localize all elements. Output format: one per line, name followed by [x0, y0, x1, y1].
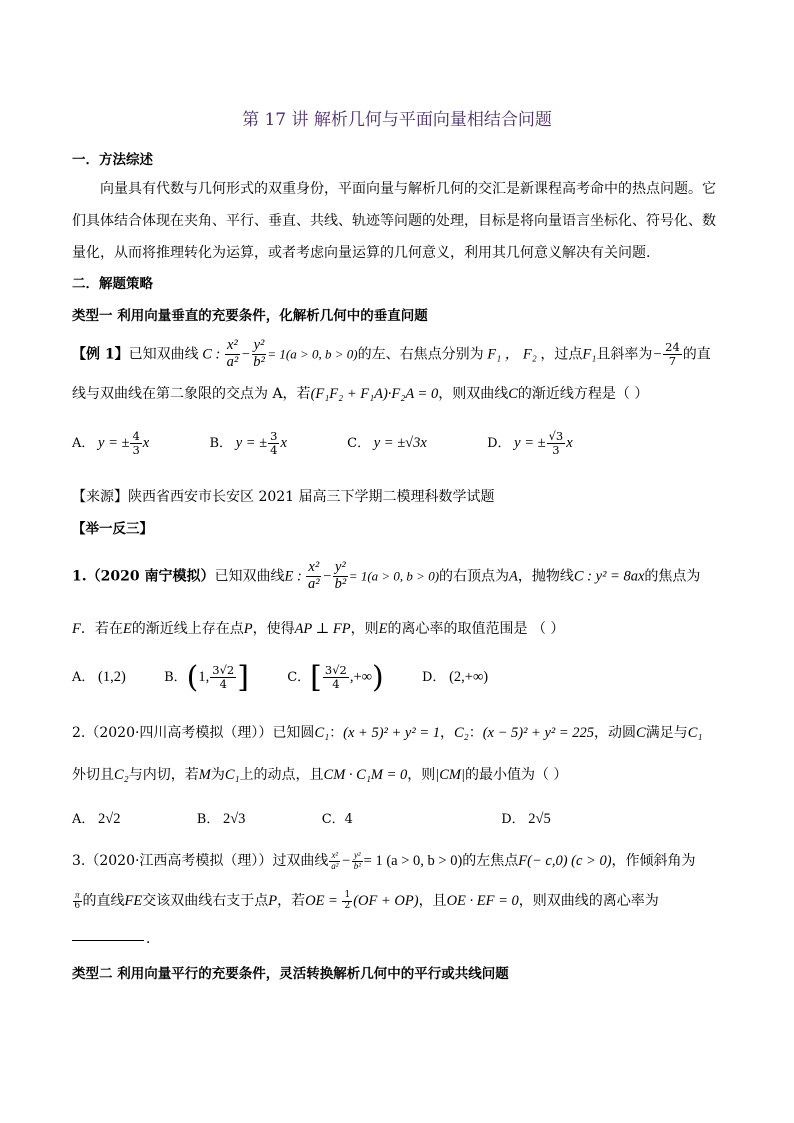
- option-c[interactable]: C．4: [321, 812, 353, 827]
- option-a[interactable]: A． (1,2): [72, 669, 126, 685]
- answer-blank[interactable]: [72, 940, 144, 941]
- q2-line2: 外切且C₂与内切，若M为C₁上的动点，且CM · C₁M = 0，则|CM|的最小值为（ ）: [72, 767, 568, 783]
- section2-heading: 二．解题策略: [72, 276, 153, 292]
- para-line-3: 量化，从而将推理转化为运算，或者考虑向量运算的几何意义，利用其几何意义解决有关问题.: [72, 245, 651, 261]
- option-c[interactable]: C．[ $\frac{3√2}{4}$ ,+∞): [287, 660, 384, 695]
- page-title: 第 17 讲 解析几何与平面向量相结合问题: [242, 110, 552, 130]
- q1-options: [72, 660, 488, 695]
- example1-options: [72, 430, 573, 456]
- para-line-2: 们具体结合体现在夹角、平行、垂直、共线、轨迹等问题的处理，目标是将向量语言坐标化、符号化、数: [72, 213, 716, 229]
- type2-heading: 类型二 利用向量平行的充要条件，灵活转换解析几何中的平行或共线问题: [72, 966, 509, 982]
- option-a[interactable]: A． 2√2: [72, 811, 121, 827]
- example1-tag: 【例 1】: [72, 346, 129, 363]
- q2-line1: 2.（2020·四川高考模拟（理））已知圆C₁：(x + 5)² + y² = 1，C₂：(x − 5)² + y² = 225，动圆C满足与C₁: [72, 725, 703, 741]
- option-d[interactable]: D． 2√5: [501, 811, 551, 827]
- option-b[interactable]: B．(1, $\frac{3√2}{4}$ ]: [164, 660, 249, 695]
- section1-heading: 一．方法综述: [72, 152, 153, 168]
- option-d[interactable]: D． y = ± $\frac{√3}{3}$ x: [487, 429, 573, 457]
- option-b[interactable]: B． 2√3: [196, 811, 246, 827]
- option-d[interactable]: D． (2,+∞): [422, 669, 489, 685]
- q1-line1: 1.（2020 南宁模拟）已知双曲线E : $\frac{\text{x²}}{\text{a²}}$ − $\frac{\text{y²}}{\text{b²}}$ = 1(a > 0, b > 0)的右顶点为A，抛物线C : y² = 8ax的焦点为: [72, 559, 701, 592]
- para-line-1: 向量具有代数与几何形式的双重身份，平面向量与解析几何的交汇是新课程高考命中的热点问题。它: [100, 181, 716, 197]
- option-b[interactable]: B． y = ± $\frac{3}{4}$ x: [209, 429, 287, 457]
- option-a[interactable]: A． y = ± $\frac{4}{3}$ x: [72, 429, 150, 457]
- q3-period: ．: [146, 931, 160, 947]
- option-c[interactable]: C． y = ±√3x: [347, 434, 427, 451]
- q2-options: [72, 808, 551, 828]
- q1-line2: F．若在E的渐近线上存在点P，使得AP ⊥ FP，则E的离心率的取值范围是 （ ）: [72, 621, 565, 637]
- follow-heading: 【举一反三】: [72, 521, 153, 537]
- example1-source: 【来源】陕西省西安市长安区 2021 届高三下学期二模理科数学试题: [72, 489, 495, 505]
- q3-line2: $\frac{\pi}{6}$ 的直线FE交该双曲线右支于点P，若OE = $\frac{1}{2}$ (OF + OP)，且OE · EF = 0，则双曲线的离心率为: [74, 889, 659, 911]
- q3-line1: 3.（2020·江西高考模拟（理））过双曲线 $\frac{\text{x²}}{\text{a²}}$ − $\frac{\text{y²}}{\text{b²}}$ = 1 (a > 0, b > 0)的左焦点F(− c,0) (c > 0)，作倾斜角为: [72, 849, 696, 871]
- type1-heading: 类型一 利用向量垂直的充要条件，化解析几何中的垂直问题: [72, 308, 428, 324]
- example1-line2: 线与双曲线在第二象限的交点为 A，若(F₁F₂ + F₁A)·F₂A = 0，则双曲线C的渐近线方程是（ ）: [72, 386, 649, 402]
- example1-line1: 【例 1】已知双曲线 C : $\frac{\text{x²}}{\text{a²}}$ − $\frac{\text{y²}}{\text{b²}}$ = 1(a > 0, b > 0)的左、右焦点分别为 F₁ ， F₂ ，过点F₁且斜率为− $\frac{24}{7}$ 的直: [72, 337, 711, 370]
